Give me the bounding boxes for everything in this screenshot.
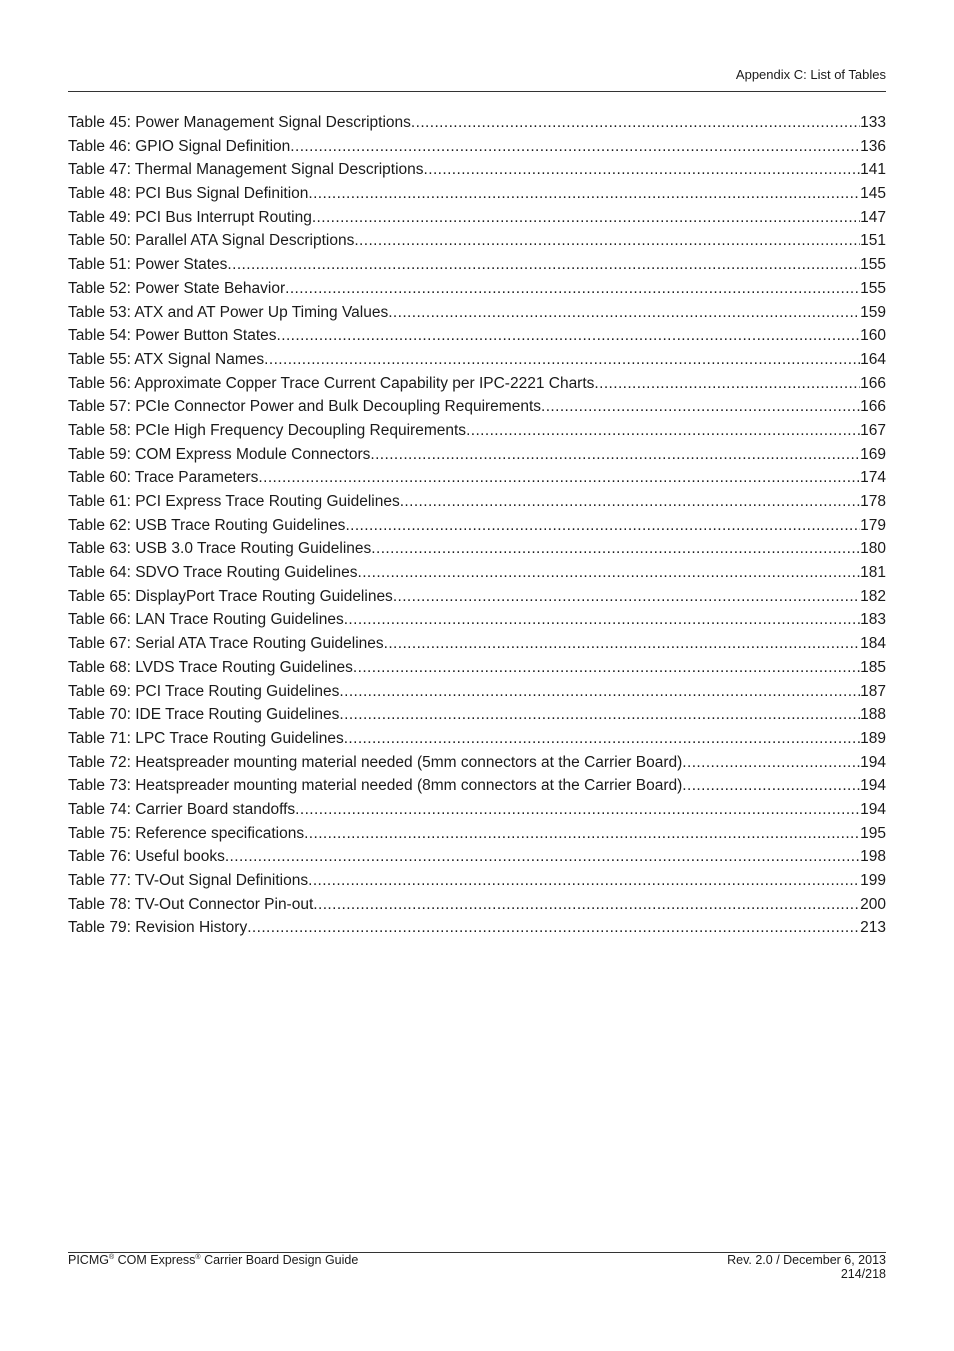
registered-mark: ® [108,1254,115,1261]
toc-entry-title: Table 61: PCI Express Trace Routing Guidelines [68,493,400,510]
toc-entry[interactable] [68,703,886,727]
toc-entry-page: 174 [860,469,886,487]
footer-brand-com-express: COM Express [114,1253,196,1267]
toc-entry[interactable] [68,585,886,609]
toc-entry-page: 167 [860,421,886,439]
toc-entry-page: 160 [860,327,886,345]
toc-entry-page: 136 [860,137,886,155]
toc-entry-title: Table 67: Serial ATA Trace Routing Guidelines [68,635,384,653]
toc-entry-title: Table 62: USB Trace Routing Guidelines [68,516,346,534]
footer-brand-picmg: PICMG [68,1253,109,1267]
toc-entry[interactable] [68,158,886,182]
toc-entry[interactable] [68,277,886,301]
toc-entry-title: Table 46: GPIO Signal Definition [68,137,291,155]
toc-dot-leader [258,466,860,490]
toc-entry-page: 213 [860,919,886,937]
toc-entry-page: 199 [860,872,886,889]
toc-entry-page: 198 [860,848,886,866]
toc-entry[interactable] [68,751,886,775]
toc-dot-leader [227,253,860,277]
toc-dot-leader [225,845,860,869]
toc-dot-leader [682,774,860,798]
toc-dot-leader [313,893,860,917]
footer-revision: Rev. 2.0 / December 6, 2013 [727,1253,886,1267]
toc-entry-title: Table 76: Useful books [68,848,225,866]
toc-dot-leader [308,869,860,893]
toc-dot-leader [466,419,860,443]
toc-entry-title: Table 71: LPC Trace Routing Guidelines [68,729,344,747]
toc-dot-leader [358,561,861,585]
toc-entry-page: 159 [860,303,886,321]
registered-mark: ® [195,1254,201,1261]
toc-entry-title: Table 78: TV-Out Connector Pin-out [68,895,314,913]
toc-entry-title: Table 48: PCI Bus Signal Definition [68,185,309,203]
toc-entry-page: 185 [860,658,886,676]
toc-entry-page: 164 [860,350,886,368]
running-header: Appendix C: List of Tables [735,67,886,82]
toc-entry[interactable] [68,348,886,372]
footer-document-title [68,1253,358,1268]
toc-dot-leader [290,135,860,159]
toc-entry-page: 169 [860,445,886,463]
toc-entry[interactable] [68,466,886,490]
toc-entry-page: 200 [860,895,886,913]
toc-dot-leader [312,206,860,230]
toc-entry-page: 194 [860,777,886,795]
toc-entry[interactable] [68,490,886,514]
toc-entry-page: 178 [860,493,886,510]
toc-entry-title: Table 58: PCIe High Frequency Decoupling Requirements [68,421,467,439]
toc-entry[interactable] [68,680,886,704]
toc-dot-leader [400,490,860,514]
toc-entry-title: Table 65: DisplayPort Trace Routing Guidelines [68,587,393,605]
toc-dot-leader [285,277,860,301]
toc-entry[interactable] [68,632,886,656]
toc-entry-page: 155 [860,256,886,274]
toc-entry[interactable] [68,845,886,869]
toc-entry-page: 187 [860,682,886,700]
toc-dot-leader [411,111,860,135]
toc-entry-page: 194 [860,800,886,818]
toc-entry-page: 141 [860,161,886,179]
toc-dot-leader [308,182,860,206]
toc-dot-leader [370,443,860,467]
toc-entry-title: Table 64: SDVO Trace Routing Guidelines [68,564,358,582]
toc-dot-leader [682,751,860,775]
toc-entry-page: 189 [860,729,886,747]
toc-dot-leader [277,324,861,348]
toc-dot-leader [247,916,860,940]
toc-entry-title: Table 69: PCI Trace Routing Guidelines [68,682,340,700]
toc-entry-title: Table 72: Heatspreader mounting material needed (5mm connectors at the Carrier Board) [68,753,683,771]
toc-entry-title: Table 60: Trace Parameters [68,469,259,487]
toc-dot-leader [304,822,860,846]
toc-entry-title: Table 47: Thermal Management Signal Descriptions [68,161,424,179]
toc-entry[interactable] [68,206,886,230]
toc-entry[interactable] [68,301,886,325]
header-divider [68,91,886,92]
toc-entry-title: Table 66: LAN Trace Routing Guidelines [68,611,344,629]
toc-entry[interactable] [68,727,886,751]
toc-entry-page: 155 [860,279,886,297]
footer-doc-title: Carrier Board Design Guide [200,1253,359,1267]
toc-entry[interactable] [68,111,886,135]
toc-dot-leader [384,632,860,656]
toc-entry[interactable] [68,514,886,538]
toc-entry-title: Table 49: PCI Bus Interrupt Routing [68,208,312,226]
toc-entry-title: Table 70: IDE Trace Routing Guidelines [68,706,340,724]
toc-entry[interactable] [68,395,886,419]
toc-entry-page: 181 [860,564,886,582]
toc-dot-leader [339,703,860,727]
toc-dot-leader [339,680,860,704]
toc-entry[interactable] [68,869,886,893]
toc-dot-leader [424,158,861,182]
toc-entry[interactable] [68,253,886,277]
toc-entry-page: 145 [860,185,886,203]
toc-entry[interactable] [68,798,886,822]
toc-entry-title: Table 75: Reference specifications [68,824,305,842]
toc-dot-leader [371,537,860,561]
toc-entry-page: 166 [860,398,886,416]
toc-entry-title: Table 55: ATX Signal Names [68,350,265,368]
toc-entry-title: Table 73: Heatspreader mounting material needed (8mm connectors at the Carrier Board) [68,777,683,795]
toc-entry-title: Table 53: ATX and AT Power Up Timing Values [68,303,389,321]
toc-entry[interactable] [68,135,886,159]
toc-entry[interactable] [68,182,886,206]
toc-entry[interactable] [68,229,886,253]
toc-entry-page: 184 [860,635,886,653]
toc-entry-title: Table 59: COM Express Module Connectors [68,445,371,463]
toc-entry[interactable] [68,443,886,467]
toc-entry-title: Table 50: Parallel ATA Signal Descriptions [68,232,355,250]
toc-entry[interactable] [68,893,886,917]
toc-dot-leader [345,514,860,538]
toc-entry-title: Table 52: Power State Behavior [68,279,286,297]
toc-dot-leader [353,656,860,680]
footer-revision-block [727,1253,886,1281]
toc-entry-title: Table 79: Revision History [68,919,248,937]
toc-entry-page: 188 [860,706,886,724]
toc-entry-page: 166 [860,374,886,392]
toc-entry-page: 133 [860,114,886,131]
footer-page-number: 214/218 [840,1267,886,1281]
toc-dot-leader [594,372,860,396]
toc-entry-page: 183 [860,611,886,629]
toc-entry-title: Table 68: LVDS Trace Routing Guidelines [68,658,353,676]
toc-dot-leader [295,798,860,822]
toc-dot-leader [541,395,860,419]
toc-entry-page: 180 [860,540,886,558]
toc-dot-leader [388,301,860,325]
list-of-tables [68,111,886,940]
toc-entry-title: Table 63: USB 3.0 Trace Routing Guidelines [68,540,372,558]
toc-entry-title: Table 45: Power Management Signal Descriptions [68,114,411,131]
toc-entry[interactable] [68,608,886,632]
toc-entry[interactable] [68,372,886,396]
toc-entry-page: 195 [860,824,886,842]
toc-dot-leader [393,585,860,609]
toc-entry[interactable] [68,419,886,443]
toc-entry[interactable] [68,774,886,798]
toc-entry-title: Table 51: Power States [68,256,228,274]
toc-entry-title: Table 56: Approximate Copper Trace Current Capability per IPC-2221 Charts [68,374,595,392]
toc-entry-page: 147 [860,208,886,226]
toc-entry-page: 179 [860,516,886,534]
toc-entry-page: 151 [860,232,886,250]
toc-entry-page: 182 [860,587,886,605]
toc-dot-leader [354,229,860,253]
toc-entry-title: Table 54: Power Button States [68,327,277,345]
toc-dot-leader [264,348,860,372]
toc-entry-page: 194 [860,753,886,771]
toc-entry[interactable] [68,324,886,348]
toc-entry-title: Table 57: PCIe Connector Power and Bulk Decoupling Requirements [68,398,542,416]
toc-entry[interactable] [68,561,886,585]
toc-entry-title: Table 74: Carrier Board standoffs [68,800,296,818]
toc-entry[interactable] [68,916,886,940]
toc-entry[interactable] [68,537,886,561]
toc-dot-leader [344,608,860,632]
toc-entry[interactable] [68,822,886,846]
toc-dot-leader [344,727,860,751]
toc-entry[interactable] [68,656,886,680]
toc-entry-title: Table 77: TV-Out Signal Definitions [68,872,309,889]
